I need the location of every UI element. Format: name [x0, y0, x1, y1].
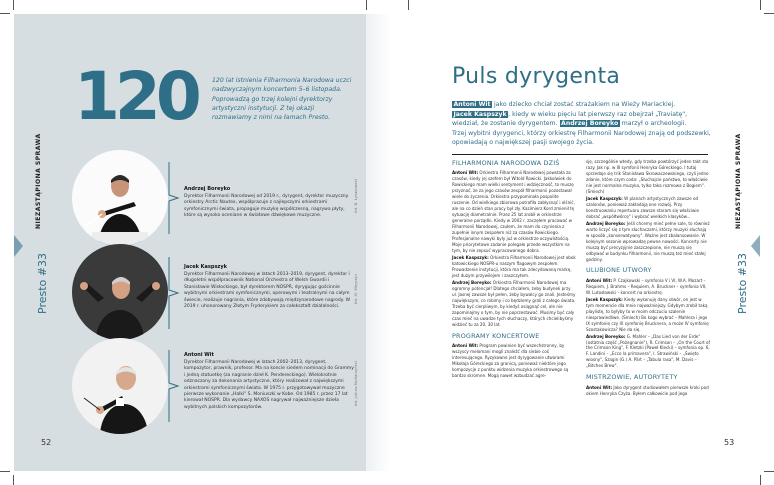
bio-wit — [184, 352, 354, 411]
bio-boreyko — [184, 186, 354, 220]
lead-highlight-kaspszyk: Jacek Kaspszyk — [453, 110, 507, 118]
article-column-2 — [586, 159, 710, 398]
crop-mark — [760, 475, 761, 485]
lead-text: Trzej wybitni dyrygenci, którzy orkiestrę Filharmonii Narodowej znają od podszewki, opowiadają o największej pasji swojego życia. — [452, 129, 711, 147]
photo-credit: fot. Juliusz Multarzyński — [353, 361, 358, 406]
bio-kaspszyk — [184, 264, 354, 310]
paragraph — [452, 343, 576, 379]
paragraph-text: Program powinien być wszechstronny, by wszyscy melomani mogli znaleźć dla siebie coś interesującego. Ryzykowne jest dyrygowanie utworami Mikołaja Góreckiego za granicą, ponieważ niektóre jego kompozycje z punktu widzenia muzyka orkiestrowego są bardzo skromne. Mogą nawet wzbudzać agre- — [452, 342, 569, 378]
paragraph-text: G. Mahler – „Das Lied von der Erde" (ostatnia część „Pożegnanie"), R. Crimson – „On the Court of the Crimson King", F. Kletzki (Paweł Klecki) – symfonia op. 6, F. Landini – „Ecco la primavera", I. Strawiński – „Święto wiosny", Szagin (G.) A. Pärt – „Tabula rasa", M. Davis – „Bitches Brew". — [586, 333, 710, 369]
paragraph-text: Orkiestra Filharmonii Narodowej jest obok katowickiego NOSPR-u naszym flagowym zespołem. Prowadzenie instytucji, która ma tak zdecydowaną markę, jest dużym przywilejem i zaszczytem. — [452, 254, 576, 278]
page-nav-triangle-icon — [751, 235, 760, 257]
page-nav-triangle-icon — [14, 235, 23, 257]
spine-section-label: NIEZASTĄPIONA SPRAWA — [735, 133, 742, 229]
lead-highlight-boreyko: Andrzej Boreyko — [561, 120, 619, 128]
anniversary-number: 120 — [74, 58, 197, 135]
page-number-right: 53 — [724, 438, 735, 447]
crop-mark — [0, 13, 10, 14]
crop-mark — [13, 475, 14, 485]
section-heading: MISTRZOWIE, AUTORYTETY — [586, 373, 678, 382]
divider — [452, 154, 708, 155]
left-page — [14, 14, 366, 471]
paragraph — [586, 159, 710, 195]
crop-mark — [764, 13, 774, 14]
bio-name: Jacek Kaspszyk — [184, 264, 227, 270]
paragraph-text: Jako dyrygent studiowałem pierwsze kroki pod okiem Henryka Czyża. Byłem całkowicie pod jego — [586, 384, 709, 396]
paragraph-text: Kiedy wykonuję dany utwór, on jest w tym momencie dla mnie najważniejszy. Gdybym zrobił taką playlistę, to byłyby to w moim odczuciu szalenie niesprawiedliwe. (Śmiech) Bo kogo wybrać – Mahlera i jego IX symfonię czy IX symfonię Brucknera, a może IV symfonię Szostakowicza? Nie da się. — [586, 296, 709, 332]
portrait-wit — [72, 338, 168, 434]
article-column-1 — [452, 159, 576, 380]
page-number-left: 52 — [41, 438, 52, 447]
bio-text: Dyrektor Filharmonii Narodowej od 2019 r., dyrygent, dyrektor muzyczny orkiestry Arctic Nautex, współpracuje z najlepszymi orkiestrami symfonicznymi świata, propaguje muzykę współczesną, nagrywa płyty, które są wysoko oceniane w światowe dźwiękowe muzyczne. — [184, 194, 349, 219]
right-page — [408, 14, 760, 471]
speaker-name: Andrzej Boreyko: — [586, 333, 626, 339]
portrait-kaspszyk — [72, 244, 168, 340]
paragraph — [586, 278, 710, 296]
speaker-name: Antoni Wit: — [586, 277, 613, 283]
paragraph — [452, 255, 576, 279]
bracket-icon — [168, 350, 180, 422]
crop-mark — [366, 0, 367, 10]
speaker-name: Andrzej Boreyko: — [452, 279, 492, 285]
crop-mark — [13, 0, 14, 10]
bio-text: Dyrektor Filharmonii Narodowej w latach 2002–2013, dyrygent, kompozytor, prawnik, profesor. Ma na koncie siedem nominacji do Grammy i jedną statuetkę (za nagranie dzieł K. Pendereckiego). Wielokrotnie odznaczony za dokonania artystyczne, który realizował z największymi orkiestrami symfonicznymi świata. W 1975 r. przygotowywał muzyczne pierwsze wykonanie „Halki" S. Moniuszki w Kobe. Od 1985 r. przez 17 lat kierował NOSPR. Dla wydawcy NAXOS nagrywał najważniejsze dzieła wybitnych polskich kompozytorów. — [184, 360, 354, 410]
paragraph — [586, 334, 710, 370]
speaker-name: Antoni Wit: — [452, 170, 479, 176]
speaker-name: Jacek Kaspszyk: — [586, 195, 623, 201]
speaker-name: Antoni Wit: — [452, 342, 479, 348]
paragraph — [586, 385, 710, 397]
crop-mark — [760, 0, 761, 10]
page-fold — [366, 14, 408, 471]
lead-highlight-wit: Antoni Wit — [453, 101, 491, 108]
paragraph — [452, 170, 576, 254]
lead-text: jako dziecko chciał zostać strażakiem na Wieży Mariackiej. — [492, 101, 676, 108]
spine-issue-label: Presto #33 — [36, 253, 49, 314]
paragraph-text: Orkiestra Filharmonii Narodowej ma ogromny potencjał! Dlatego chciałem, żeby budynek przy ul. Jasnej zawsze był pełen, żeby bywalcy go znali. Jesteśmy największym, co robimy i co będziemy grali z całego świata. Trzeba być cierpliwym, by kiedyś osiągnąć cel, ale nie zapominajmy o tym, by nie poprzestawać. Musimy być cały czas mieć na uwadze tych słuchaczy, których chcielibyśmy widzieć tu za 20, 30 lat. — [452, 279, 576, 327]
bracket-icon — [168, 162, 180, 234]
photo-credit: fot. B. Łysakowski — [353, 179, 358, 213]
crop-mark — [408, 0, 409, 10]
bio-name: Andrzej Boreyko — [184, 186, 231, 192]
paragraph-text: P. Czajkowski – symfonia V i VI, W.A. Mozart – Requiem, J. Brahms – Requiem, A. Bruckner – symfonia VII, W. Lutosławski – koncert na orkiestrę. — [586, 277, 707, 295]
section-heading: ULUBIONE UTWORY — [586, 266, 652, 275]
article-title: Puls dyrygenta — [452, 64, 621, 89]
paragraph — [586, 196, 710, 220]
article-lead — [452, 100, 712, 148]
paragraph-text: Orkiestra Filharmonii Narodowej powstała za czasów, kiedy jej szefem był Witold Rowicki. Jakkolwiek do Rowickiego mam wielki sentyment i wdzięczność, to muszę przyznać, że za jego czasów zespół filharmonii pozostawał wiele do życzenia. Orkiestra przypominała pospolite ruszenie. Od wielkiego zbiorowa potrafiła zabłysnąć i olśnić, ale na co dzień stan pracy był zły. Kazimierz Kord zmienił tę sytuację diametralnie. Przez 25 lat zrobił w orkiestrze generalne porządki. Kiedy w 2002 r. zaczęłem pracować w Filharmonii Narodowej, czułem, że mam do czynienia z zupełnie innym zespołem niż za czasów Rowickiego. Profesjonalne nawyki były już w orkiestrze oczywistością. Moje priorytetowe zadanie polegało przede wszystkim na tym, by nie zepsuć wypracowanego dobra. — [452, 170, 575, 253]
spine-issue-label: Presto #33 — [736, 253, 749, 314]
bio-name: Antoni Wit — [184, 352, 214, 358]
speaker-name: Jacek Kaspszyk: — [586, 296, 623, 302]
lead-text: marzył o archeologii. — [619, 120, 687, 128]
lead-text: , kiedy w wieku pięciu lat pierwszy raz obejrzał „Traviatę", wiedział, że zostanie dyrygentem. — [452, 110, 688, 128]
speaker-name: Jacek Kaspszyk: — [452, 254, 489, 260]
speaker-name: Antoni Wit: — [586, 384, 613, 390]
paragraph-text: Jeśli chcemy mieć pełne sale, to również warto liczyć się z tym słuchaczami, którzy muzyki słuchają w sposób „konserwatywny". Ważne jest zbalansowanie. W kolejnym sezonie wprowadzę pewne nowości. Koncerty nie muszą być precyzyjnie zaszczepione, nie muszą się odbywać w budynku filharmonii, nie muszą też mieć stałej godziny. — [586, 220, 710, 262]
bio-text: Dyrektor Filharmonii Narodowej w latach 2013–2019, dyrygent, dyrektor i długoletni współpracownik National Orchestra of Welsh Gwardii i Stanisławie Wisłockiego, był dyrektorem NOSPR, dyrygując gościnnie wybitnymi orkiestrami symfonicznymi, operowymi i teatralnymi na całym świecie, realizuje nagrania, które zdobywają międzynarodowe nagrody. W 2019 r. uhonorowany Złotym Fryderykiem za całokształt działalności. — [184, 272, 351, 309]
speaker-name: Andrzej Boreyko: — [586, 220, 626, 226]
intro-text: 120 lat istnienia Filharmonia Narodowa uczci nadzwyczajnym koncertem 5–6 listopada. Poprowadzą go trzej kolejni dyrektorzy artystyczni instytucji. Z tej okazji rozmawiamy z nimi na łamach Presto. — [212, 77, 352, 122]
section-heading: PROGRAMY KONCERTOWE — [452, 331, 540, 340]
crop-mark — [0, 471, 10, 472]
crop-mark — [764, 471, 774, 472]
portrait-boreyko — [72, 150, 168, 246]
paragraph-text: sję, szczególnie wtedy, gdy trzeba powtórzyć jeden takt sto razy. Jak np. w III symfonii Henryka Góreckiego. I tutaj sprzedaje się trik Stanisława Skrowaczewskiego, czyli jedno zdanie, które czym coda: „Słuchajcie państwo, to właściwie nie jest normalna muzyka, tylko taka rozmowa z Bogiem". (Śmiech) — [586, 159, 709, 194]
paragraph — [586, 297, 710, 333]
photo-credit: fot. M. Węgrzyn — [353, 274, 358, 304]
bracket-icon — [168, 257, 180, 329]
paragraph — [452, 280, 576, 328]
paragraph-text: W planach artystycznych zawsze od szalonów, ponieważ zakładają one rozwój. Przy konstruowaniu repertuaru zawsze staram się właściwie dobrać „współtwórcę" i wybrać wielkich klasyków... — [586, 195, 699, 219]
paragraph — [586, 221, 710, 263]
section-heading: FILHARMONIA NARODOWA DZIŚ — [452, 159, 560, 167]
spine-section-label: NIEZASTĄPIONA SPRAWA — [35, 133, 42, 229]
